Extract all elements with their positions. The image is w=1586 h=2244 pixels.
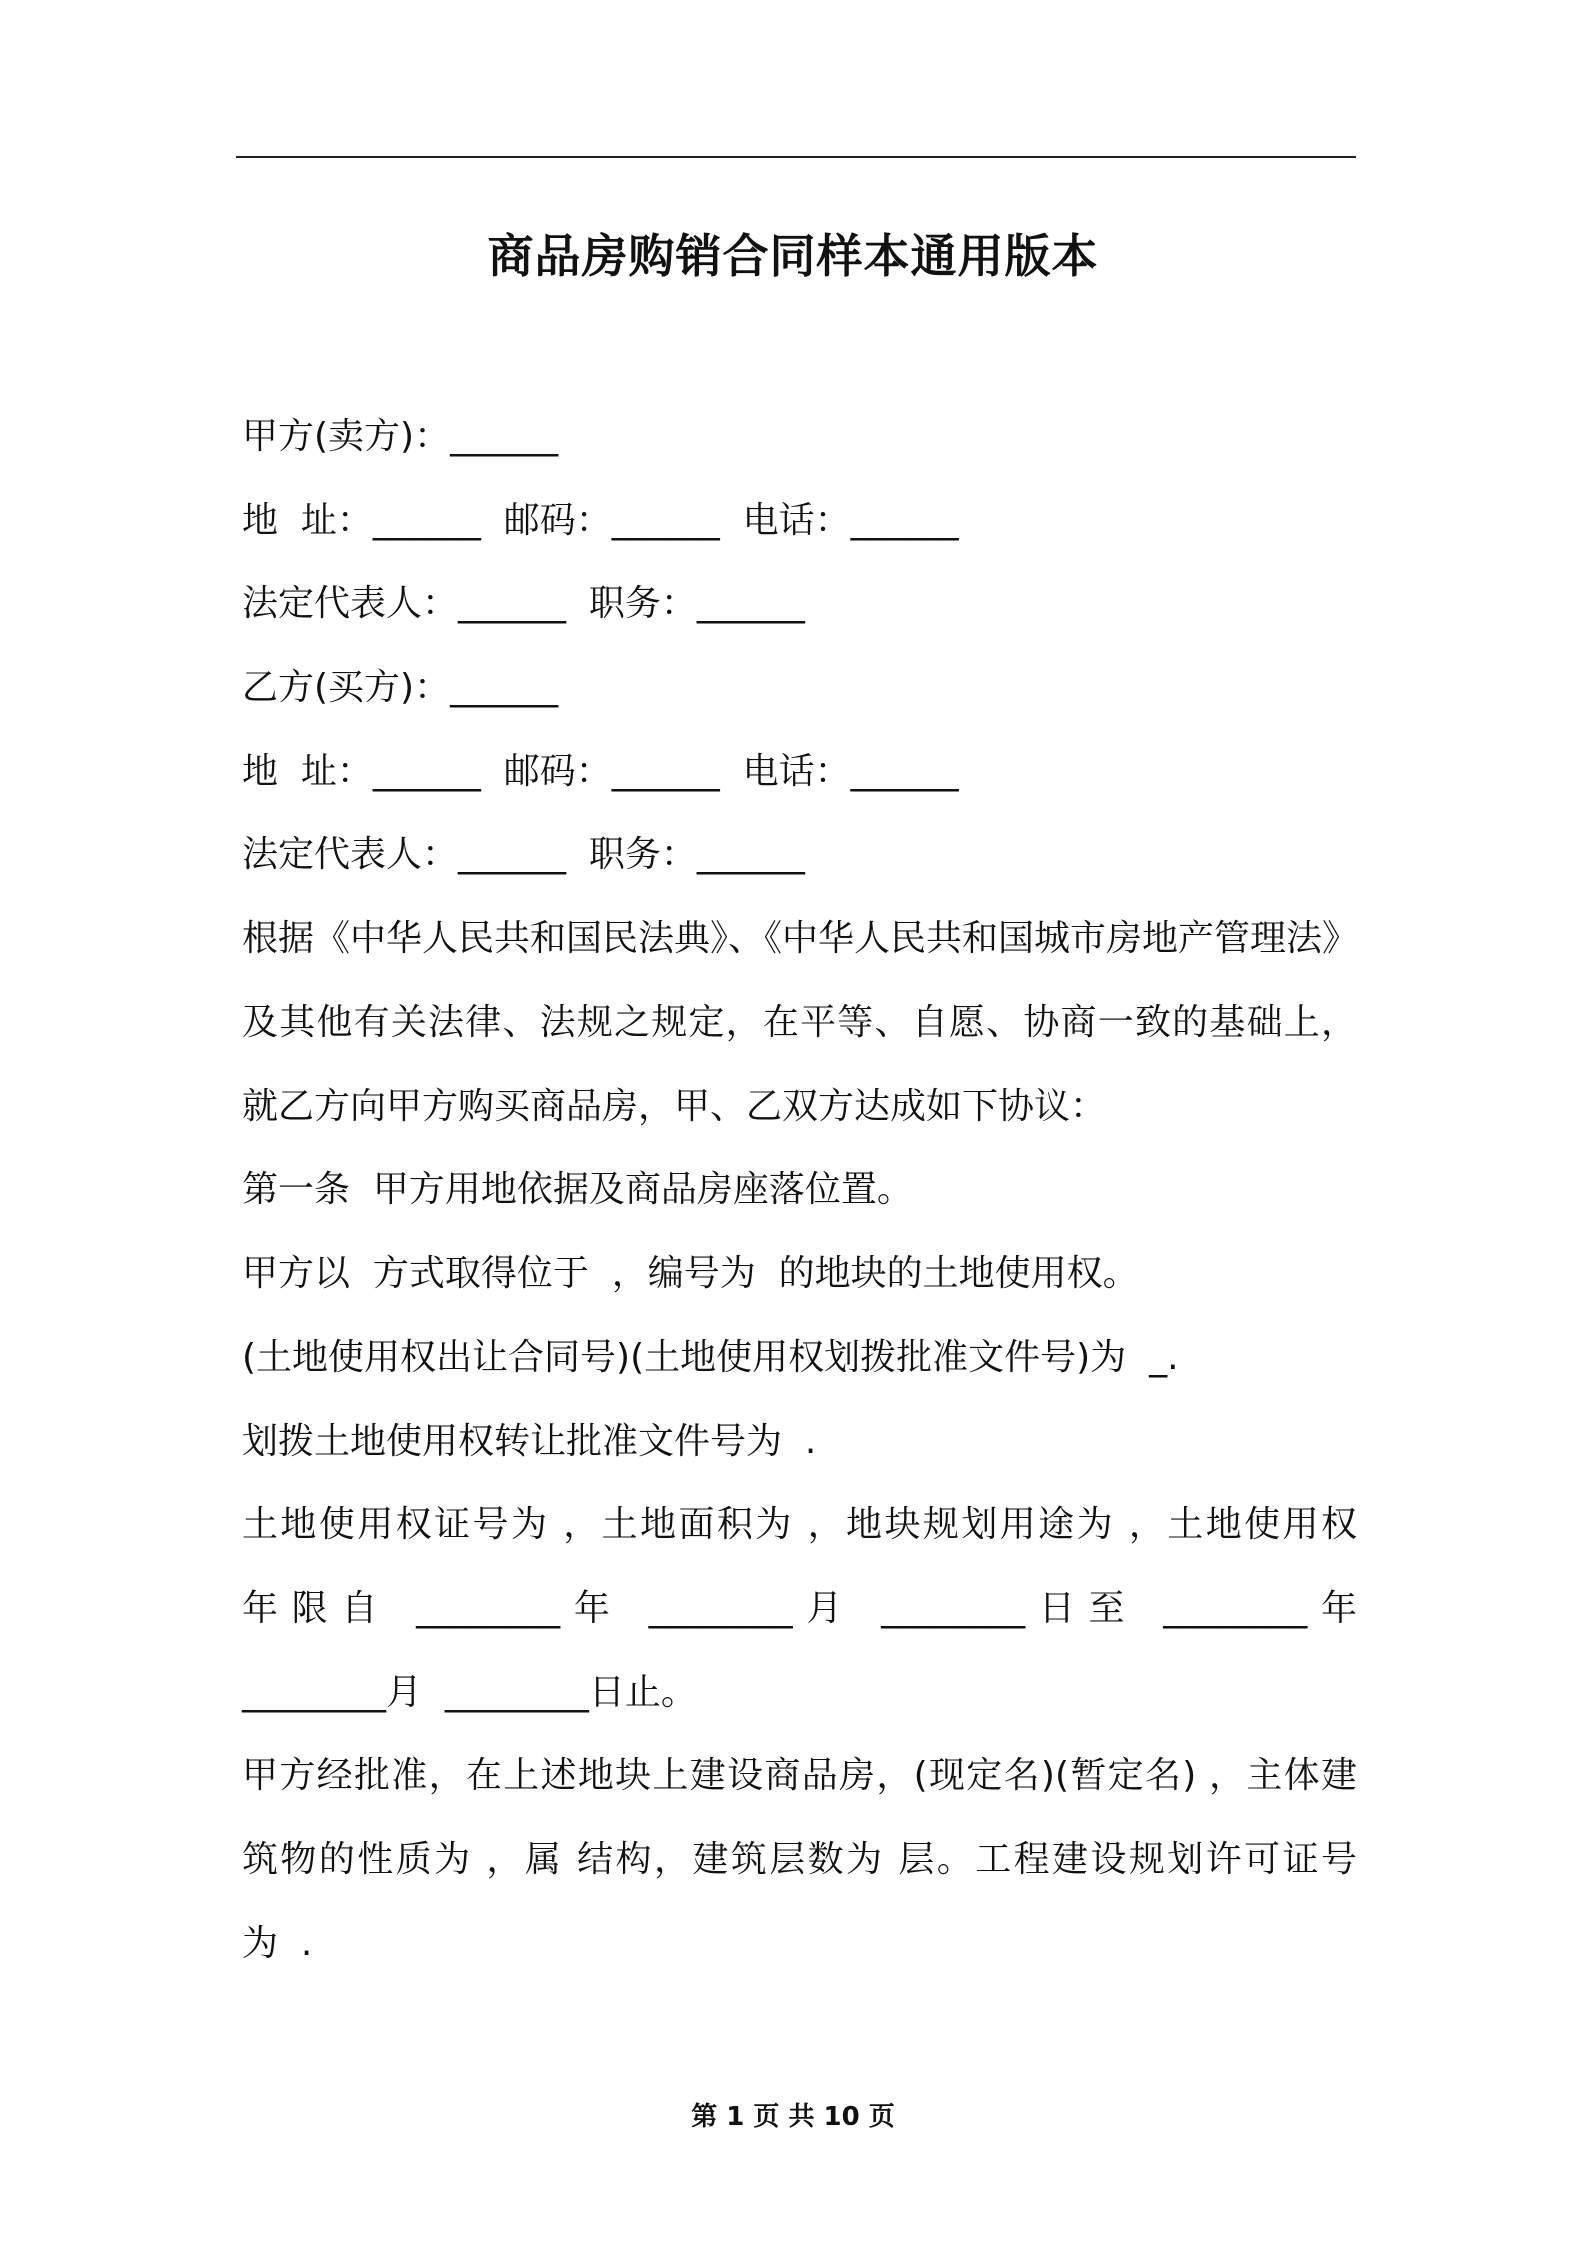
party-a-address-line: 地 址：______ 邮码：______ 电话：______ <box>242 500 959 541</box>
article-1-line-6: ________月 ________日止。 <box>242 1672 697 1713</box>
article-1-line-3: 划拨土地使用权转让批准文件号为 . <box>242 1421 817 1462</box>
preamble-line-2: 及其他有关法律、法规之规定，在平等、自愿、协商一致的基础上， <box>242 1002 1357 1043</box>
header-rule <box>236 156 1356 158</box>
article-1-line-7: 甲方经批准，在上述地块上建设商品房，(现定名)(暂定名) ，主体建 <box>242 1755 1357 1796</box>
article-1-line-4: 土地使用权证号为 ，土地面积为 ，地块规划用途为 ，土地使用权 <box>242 1504 1357 1545</box>
preamble-line-1: 根据《中华人民共和国民法典》、《中华人民共和国城市房地产管理法》 <box>242 918 1359 959</box>
article-1-line-9: 为 . <box>242 1923 313 1964</box>
party-b-address-line: 地 址：______ 邮码：______ 电话：______ <box>242 751 959 792</box>
party-b-line: 乙方(买方)：______ <box>242 667 559 708</box>
document-title: 商品房购销合同样本通用版本 <box>487 229 1099 283</box>
party-b-representative-line: 法定代表人：______ 职务：______ <box>242 834 805 875</box>
party-a-representative-line: 法定代表人：______ 职务：______ <box>242 583 805 624</box>
article-1-line-5: 年限自 ________年 ________月 ________日至 ________年 <box>242 1588 1357 1629</box>
page-number: 第 1 页 共 10 页 <box>691 2102 895 2132</box>
article-1-line-2: (土地使用权出让合同号)(土地使用权划拨批准文件号)为 _. <box>242 1337 1179 1378</box>
article-1-line-8: 筑物的性质为 ，属 结构，建筑层数为 层。工程建设规划许可证号 <box>242 1839 1357 1880</box>
preamble-line-3: 就乙方向甲方购买商品房，甲、乙双方达成如下协议： <box>242 1086 1107 1127</box>
party-a-line: 甲方(卖方)：______ <box>242 416 559 457</box>
article-1-heading: 第一条 甲方用地依据及商品房座落位置。 <box>242 1169 913 1210</box>
article-1-line-1: 甲方以 方式取得位于 ，编号为 的地块的土地使用权。 <box>242 1253 1139 1294</box>
